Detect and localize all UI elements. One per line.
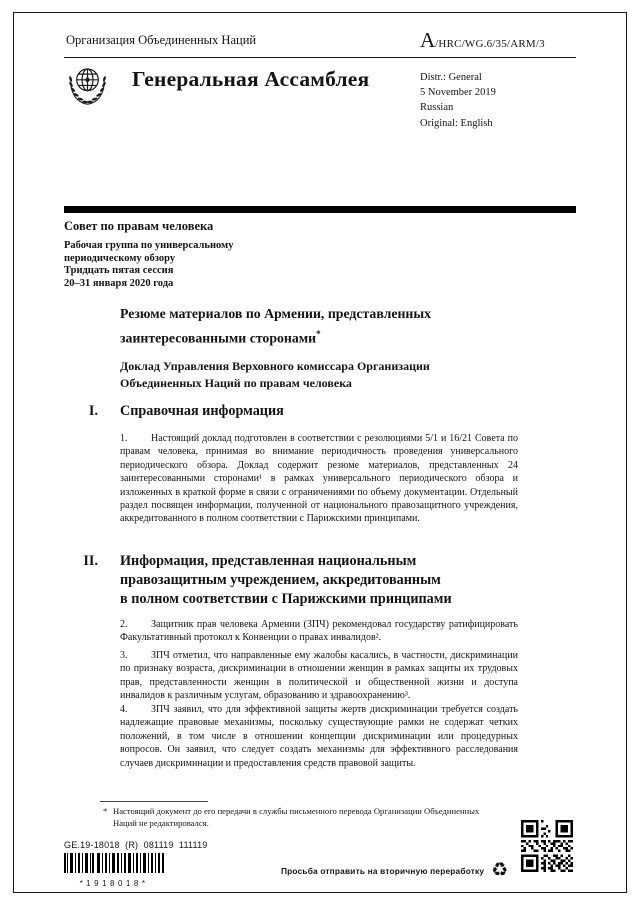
section-number: II.	[83, 553, 98, 569]
paragraph-4	[120, 703, 518, 770]
working-group-line: Рабочая группа по универсальному	[64, 240, 234, 251]
qr-code	[521, 820, 573, 872]
section-heading-text: Справочная информация	[120, 403, 284, 419]
distr-original: Original: English	[420, 117, 493, 129]
document-symbol	[420, 28, 545, 53]
document-symbol-number: /HRC/WG.6/35/ARM/3	[435, 38, 545, 50]
paragraph-3	[120, 649, 518, 703]
session-number: Тридцать пятая сессия	[64, 265, 174, 277]
org-name: Организация Объединенных Наций	[66, 33, 257, 47]
ge-number: GE.19-18018 (R) 081119 111119	[64, 840, 208, 850]
recycle-note	[281, 861, 508, 880]
barcode-block	[64, 853, 164, 888]
footnote	[100, 806, 481, 829]
section-1-heading	[64, 402, 534, 421]
paragraph-number: 3.	[120, 650, 128, 661]
footnote-marker: *	[103, 806, 108, 816]
distr-language: Russian	[420, 102, 454, 114]
session-info	[64, 219, 233, 290]
paragraph-text: ЗПЧ отметил, что направленные ему жалобы касались, в частности, дискриминации по признаку возраста, дискриминации в отношении женщин в рамках защиты их трудовых прав, представленности женщин в политической и общественной жизни и доступа инвалидов к различным услугам, образованию и здравоохранению³.	[120, 650, 518, 702]
paragraph-text: Защитник прав человека Армении (ЗПЧ) рекомендовал государству ратифицировать Факультативный протокол к Конвенции о правах инвалидов².	[120, 619, 518, 644]
document-symbol-letter: A	[420, 28, 436, 52]
recycle-icon: ♻	[491, 859, 509, 881]
distr-line: Distr.: General	[420, 72, 482, 83]
document-subtitle-line: Объединенных Наций по правам человека	[120, 376, 352, 390]
paragraph-number: 2.	[120, 619, 128, 630]
assembly-title: Генеральная Ассамблея	[132, 67, 370, 91]
paragraph-text: Настоящий доклад подготовлен в соответствии с резолюциями 5/1 и 16/21 Совета по правам человека, принимая во внимание периодичность проведения универсального периодического обзора. Доклад содержит резюме материалов, представленных 24 заинтересованными сторонами¹ в рамках универсального периодического обзора и изложенных в краткой форме в связи с ограничениями по объему документации. Отдельный раздел посвящен информации, полученной от национального правозащитного учреждения, аккредитованного в полном соответствии с Парижскими принципами.	[120, 433, 518, 525]
distr-date: 5 November 2019	[420, 87, 496, 99]
document-subtitle-line: Доклад Управления Верховного комиссара Организации	[120, 359, 430, 373]
section-2-heading	[64, 552, 534, 609]
paragraph-2	[120, 618, 518, 645]
paragraph-number: 1.	[120, 433, 128, 444]
un-emblem-icon	[64, 61, 111, 108]
document-title-line: Резюме материалов по Армении, представленных	[120, 306, 432, 321]
body-name: Совет по правам человека	[64, 219, 214, 233]
barcode	[64, 853, 164, 873]
recycle-text: Просьба отправить на вторичную переработку	[281, 865, 485, 876]
paragraph-number: 4.	[120, 704, 128, 715]
document-subtitle	[120, 358, 520, 392]
paragraph-1	[120, 432, 518, 526]
session-dates: 20–31 января 2020 года	[64, 277, 174, 289]
distribution-block	[420, 70, 496, 131]
document-title-line: заинтересованными сторонами*	[120, 329, 321, 346]
title-footnote-ref: *	[316, 329, 321, 339]
section-divider-bar	[64, 206, 576, 213]
working-group-line: периодическому обзору	[64, 252, 176, 264]
paragraph-text: ЗПЧ заявил, что для эффективной защиты жертв дискриминации требуется создать надлежащие правовые механизмы, поскольку существующие рамки не содержат четких положений, в том числе в отношении концепции дискриминации или процедурных вопросов. Он заявил, что следует создать механизмы для эффективного расследования случаев дискриминации и предоставления средств правовой защиты.	[120, 704, 518, 769]
section-number: I.	[88, 403, 98, 419]
document-title	[120, 303, 520, 349]
barcode-label: *1918018*	[79, 879, 149, 888]
header-divider	[64, 57, 576, 58]
section-heading-text: Информация, представленная национальным правозащитным учреждением, аккредитованным в полном соответствии с Парижскими принципами	[120, 553, 452, 607]
footnote-separator	[100, 801, 208, 802]
footnote-text: Настоящий документ до его передачи в службы письменного перевода Организации Объединенных Наций не редактировался.	[113, 806, 480, 828]
